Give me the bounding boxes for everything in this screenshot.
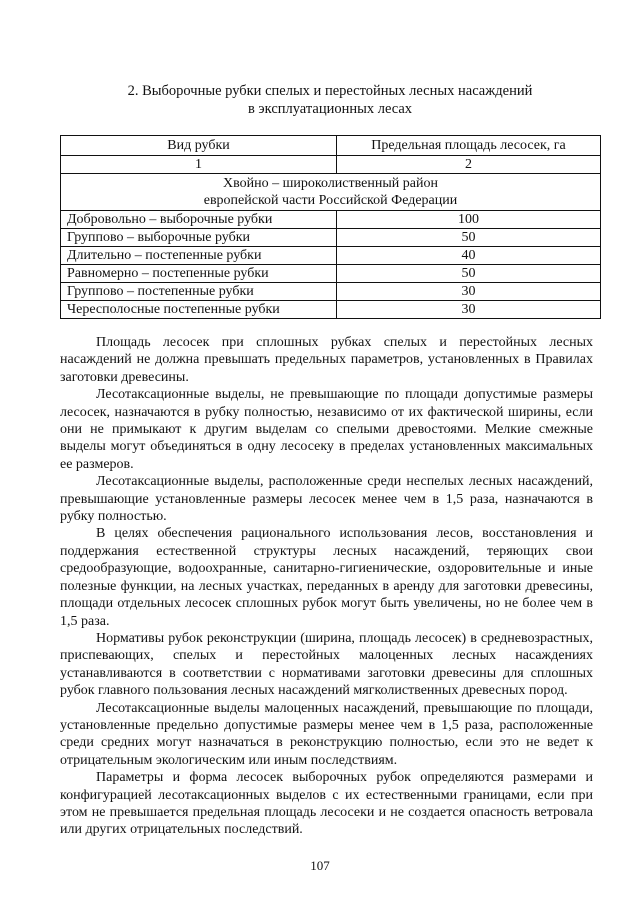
region-line-2: европейской части Российской Федерации (203, 193, 458, 208)
paragraph: Параметры и форма лесосек выборочных рубок определяются размерами и конфигурацией лесотаксационных выделов с их естественными границами, если при этом не превышается предельная площадь лесосеки и не создается опасность ветровала или других отрицательных последствий. (60, 770, 593, 838)
table-row (61, 301, 601, 319)
column-header-max-area: Предельная площадь лесосек, га (337, 136, 601, 156)
table-row (61, 211, 601, 229)
max-area-cell: 100 (337, 211, 601, 229)
max-area-cell: 40 (337, 247, 601, 265)
paragraph: Площадь лесосек при сплошных рубках спелых и перестойных лесных насаждений не должна превышать предельных параметров, установленных в Правилах заготовки древесины. (60, 335, 593, 385)
region-cell (61, 174, 601, 211)
max-area-cell: 50 (337, 265, 601, 283)
paragraph: Лесотаксационные выделы, не превышающие по площади допустимые размеры лесосек, назначаются в рубку полностью, независимо от их фактической ширины, если они не примыкают к другим выделам со спелыми древостоями. Мелкие смежные выделы могут объединяться в одну лесосеку в пределах установленных максимальных ее размеров. (60, 387, 593, 472)
column-number-1: 1 (61, 156, 337, 174)
table-row (61, 265, 601, 283)
paragraph: Лесотаксационные выделы, расположенные среди неспелых лесных насаждений, превышающие установленные размеры лесосек менее чем в 1,5 раза, назначаются в рубку полностью. (60, 474, 593, 525)
table-row (61, 229, 601, 247)
page-number: 107 (310, 858, 330, 873)
max-area-cell: 30 (337, 283, 601, 301)
column-number-2: 2 (337, 156, 601, 174)
cutting-type-cell: Чересполосные постепенные рубки (61, 301, 337, 319)
max-area-cell: 50 (337, 229, 601, 247)
paragraph: Лесотаксационные выделы малоценных насаждений, превышающие по площади, установленные предельно допустимые размеры менее чем в 1,5 раза, расположенные среди средних могут назначаться в реконструкцию полностью, если это не ведет к отрицательным экологическим или иным последствиям. (60, 700, 593, 768)
cutting-type-cell: Добровольно – выборочные рубки (61, 211, 337, 229)
paragraph: В целях обеспечения рационального использования лесов, восстановления и поддержания естественной структуры лесных насаждений, теряющих свои средообразующие, водоохранные, санитарно-гигиенические, оздоровительные и иные полезные функции, на лесных участках, переданных в аренду для заготовки древесины, площади отдельных лесосек сплошных рубок могут быть увеличены, но не более чем в 1,5 раза. (60, 526, 593, 629)
cutting-type-cell: Длительно – постепенные рубки (61, 247, 337, 265)
max-area-cell: 30 (337, 301, 601, 319)
cutting-area-table (60, 135, 601, 319)
section-heading-line-2: в эксплуатационных лесах (247, 101, 413, 117)
cutting-type-cell: Группово – постепенные рубки (61, 283, 337, 301)
paragraph: Нормативы рубок реконструкции (ширина, площадь лесосек) в средневозрастных, приспевающих, спелых и перестойных малоценных лесных насаждениях устанавливаются в соответствии с нормативами заготовки древесины для сплошных рубок главного пользования лесных насаждений мягколиственных древесных пород. (60, 630, 593, 699)
cutting-type-cell: Группово – выборочные рубки (61, 229, 337, 247)
table-row (61, 247, 601, 265)
region-row (61, 174, 601, 211)
section-heading-line-1: 2. Выборочные рубки спелых и перестойных лесных насаждений (127, 83, 533, 99)
region-line-1: Хвойно – широколиственный район (223, 176, 438, 191)
section-heading (60, 82, 600, 118)
table-number-row (61, 156, 601, 174)
cutting-type-cell: Равномерно – постепенные рубки (61, 265, 337, 283)
table-header-row (61, 136, 601, 156)
column-header-cutting-type: Вид рубки (61, 136, 337, 156)
body-text (60, 334, 593, 839)
table-row (61, 283, 601, 301)
